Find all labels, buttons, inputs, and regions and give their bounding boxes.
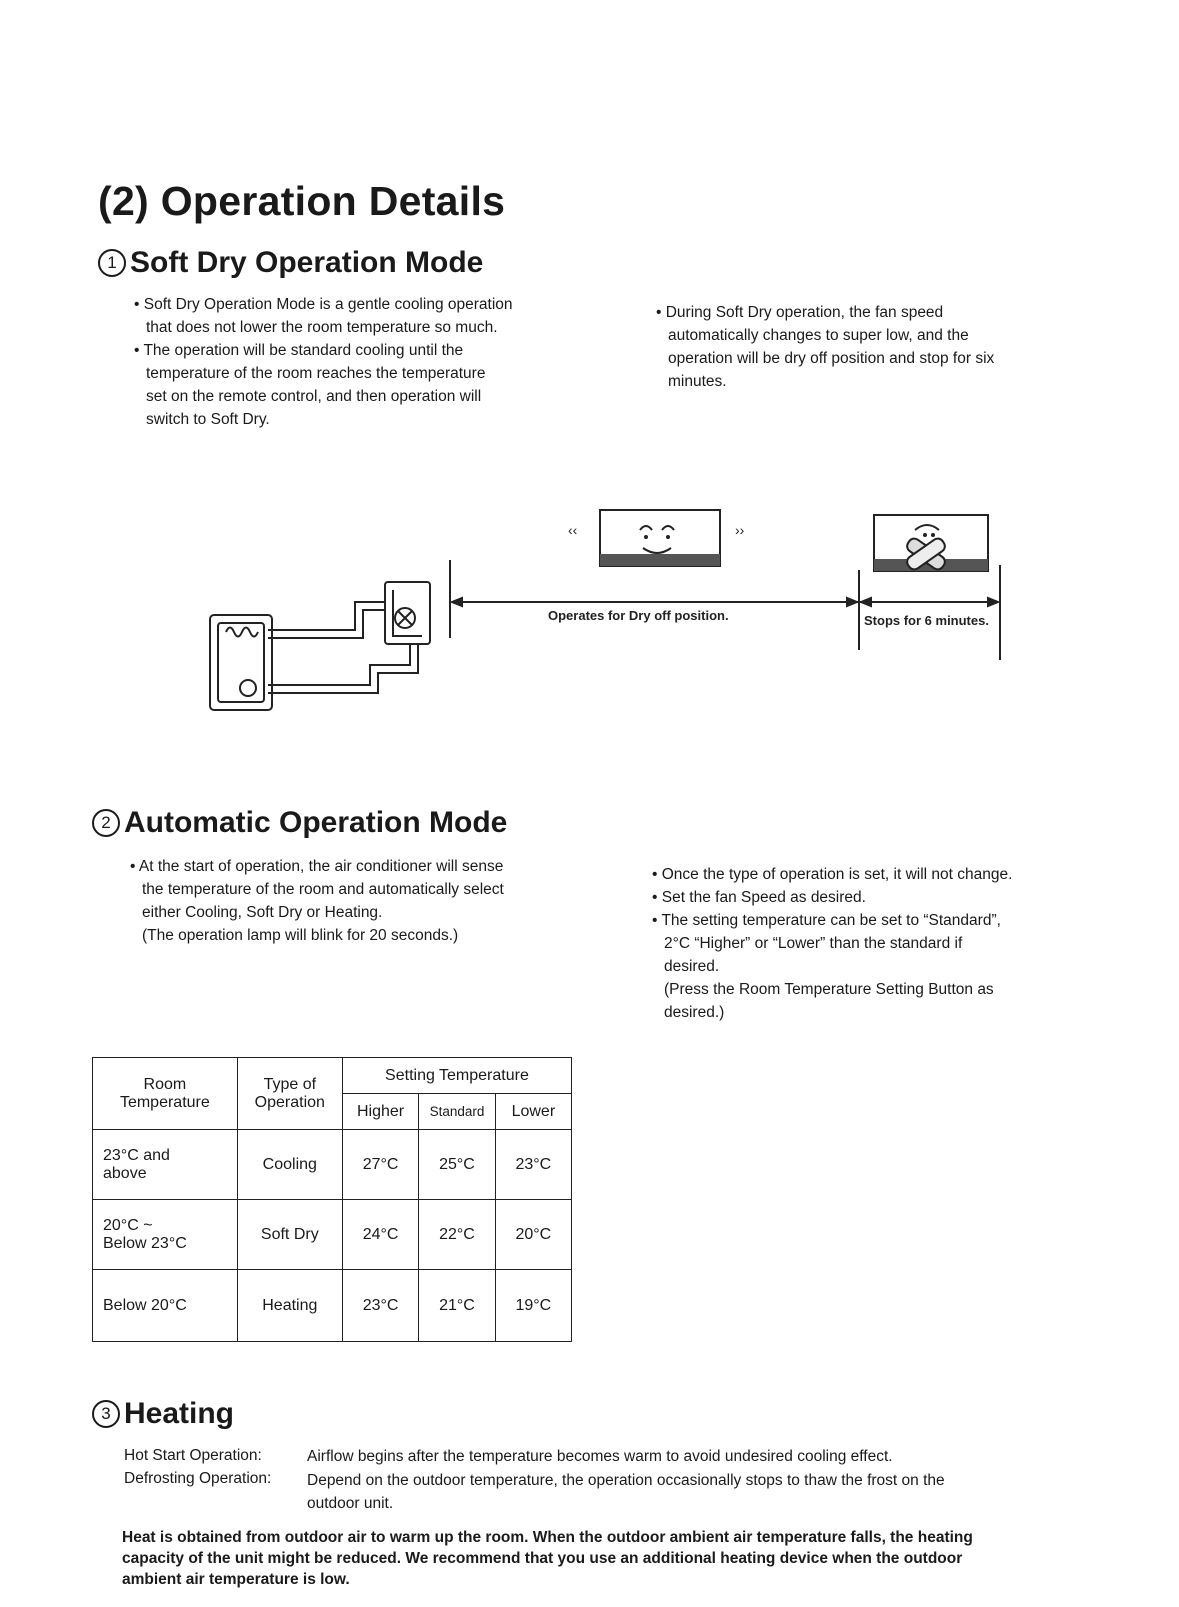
header-setting-temperature: Setting Temperature bbox=[342, 1058, 571, 1094]
header-standard: Standard bbox=[419, 1094, 496, 1130]
bullet-line: temperature of the room reaches the temperature bbox=[146, 365, 486, 382]
section-3-heading bbox=[92, 1397, 234, 1431]
section-2-number: 2 bbox=[92, 809, 120, 837]
setting-temperature-table bbox=[92, 1057, 572, 1342]
refrigerant-circuit-icon bbox=[210, 582, 430, 710]
bullet-line: (The operation lamp will blink for 20 seconds.) bbox=[142, 927, 459, 944]
svg-text:‹‹: ‹‹ bbox=[568, 522, 578, 538]
section-2-right-bullets: • Once the type of operation is set, it will not change. • Set the fan Speed as desired. • The setting temperature can be set to “Standard”, 2°C “Higher” or “Lower” than the standard if desired. (Press the Room Temperature Setting Button as desired.) bbox=[652, 866, 1013, 1021]
header-type-of-operation: Type of Operation bbox=[237, 1058, 342, 1130]
bullet-line: either Cooling, Soft Dry or Heating. bbox=[142, 904, 383, 921]
bullet-line: (Press the Room Temperature Setting Button as bbox=[664, 981, 994, 998]
defrost-text: Depend on the outdoor temperature, the operation occasionally stops to thaw the frost on the outdoor unit. bbox=[307, 1472, 945, 1512]
bullet-line: operation will be dry off position and stop for six bbox=[668, 350, 995, 367]
bullet-line: minutes. bbox=[668, 373, 727, 390]
table-row: Below 20°C Heating 23°C 21°C 19°C bbox=[93, 1270, 572, 1342]
operates-label: Operates for Dry off position. bbox=[548, 608, 729, 623]
bullet-line: set on the remote control, and then operation will bbox=[146, 388, 482, 405]
section-1-number: 1 bbox=[98, 249, 126, 277]
bullet-line: During Soft Dry operation, the fan speed bbox=[665, 304, 944, 321]
bullet-line: The operation will be standard cooling until the bbox=[143, 342, 464, 359]
section-2-heading bbox=[92, 806, 507, 840]
svg-text:››: ›› bbox=[735, 522, 745, 538]
bullet-line: switch to Soft Dry. bbox=[146, 411, 270, 428]
section-1-heading bbox=[98, 246, 483, 280]
bullet-line: that does not lower the room temperature so much. bbox=[146, 319, 498, 336]
bullet-line: At the start of operation, the air conditioner will sense bbox=[138, 858, 504, 875]
header-lower: Lower bbox=[495, 1094, 571, 1130]
section-2-left-bullets: • At the start of operation, the air conditioner will sense the temperature of the room and automatically select either Cooling, Soft Dry or Heating. (The operation lamp will blink for 20 seconds.) bbox=[130, 858, 504, 944]
heating-note: Heat is obtained from outdoor air to warm up the room. When the outdoor ambient air temperature falls, the heating capacity of the unit might be reduced. We recommend that you use an additional heating device when the outdoor ambient air temperature is low. bbox=[122, 1529, 973, 1588]
hot-start-text: Airflow begins after the temperature becomes warm to avoid undesired cooling effect. bbox=[307, 1448, 893, 1465]
bullet-line: the temperature of the room and automatically select bbox=[142, 881, 504, 898]
header-higher: Higher bbox=[342, 1094, 418, 1130]
section-1-title: Soft Dry Operation Mode bbox=[130, 246, 484, 279]
bullet-line: desired.) bbox=[664, 1004, 725, 1021]
bullet-line: 2°C “Higher” or “Lower” than the standard if bbox=[664, 935, 963, 952]
section-1-right-bullets: • During Soft Dry operation, the fan speed automatically changes to super low, and the operation will be dry off position and stop for six minutes. bbox=[656, 304, 995, 390]
bullet-line: desired. bbox=[664, 958, 720, 975]
section-3-number: 3 bbox=[92, 1400, 120, 1428]
indoor-unit-stopped-icon bbox=[874, 515, 988, 572]
indoor-unit-happy-icon bbox=[568, 510, 745, 566]
table-row: 20°C ~ Below 23°C Soft Dry 24°C 22°C 20°C bbox=[93, 1200, 572, 1270]
section-2-title: Automatic Operation Mode bbox=[124, 806, 508, 839]
bullet-line: The setting temperature can be set to “Standard”, bbox=[661, 912, 1001, 929]
hot-start-label: Hot Start Operation: bbox=[124, 1447, 262, 1464]
page-title: (2) Operation Details bbox=[98, 178, 506, 224]
soft-dry-diagram bbox=[0, 490, 1179, 730]
section-3-title: Heating bbox=[124, 1397, 235, 1430]
defrost-label: Defrosting Operation: bbox=[124, 1470, 272, 1487]
bullet-line: Once the type of operation is set, it will not change. bbox=[661, 866, 1013, 883]
stops-label: Stops for 6 minutes. bbox=[864, 613, 989, 628]
bullet-line: automatically changes to super low, and the bbox=[668, 327, 969, 344]
bullet-line: Soft Dry Operation Mode is a gentle cooling operation bbox=[143, 296, 513, 313]
bullet-line: Set the fan Speed as desired. bbox=[661, 889, 866, 906]
header-room-temperature: Room Temperature bbox=[93, 1058, 238, 1130]
table-row: 23°C and above Cooling 27°C 25°C 23°C bbox=[93, 1130, 572, 1200]
section-1-left-bullets: • Soft Dry Operation Mode is a gentle cooling operation that does not lower the room temperature so much. • The operation will be standard cooling until the temperature of the room reaches the temperature set on the remote control, and then operation will switch to Soft Dry. bbox=[134, 296, 513, 428]
